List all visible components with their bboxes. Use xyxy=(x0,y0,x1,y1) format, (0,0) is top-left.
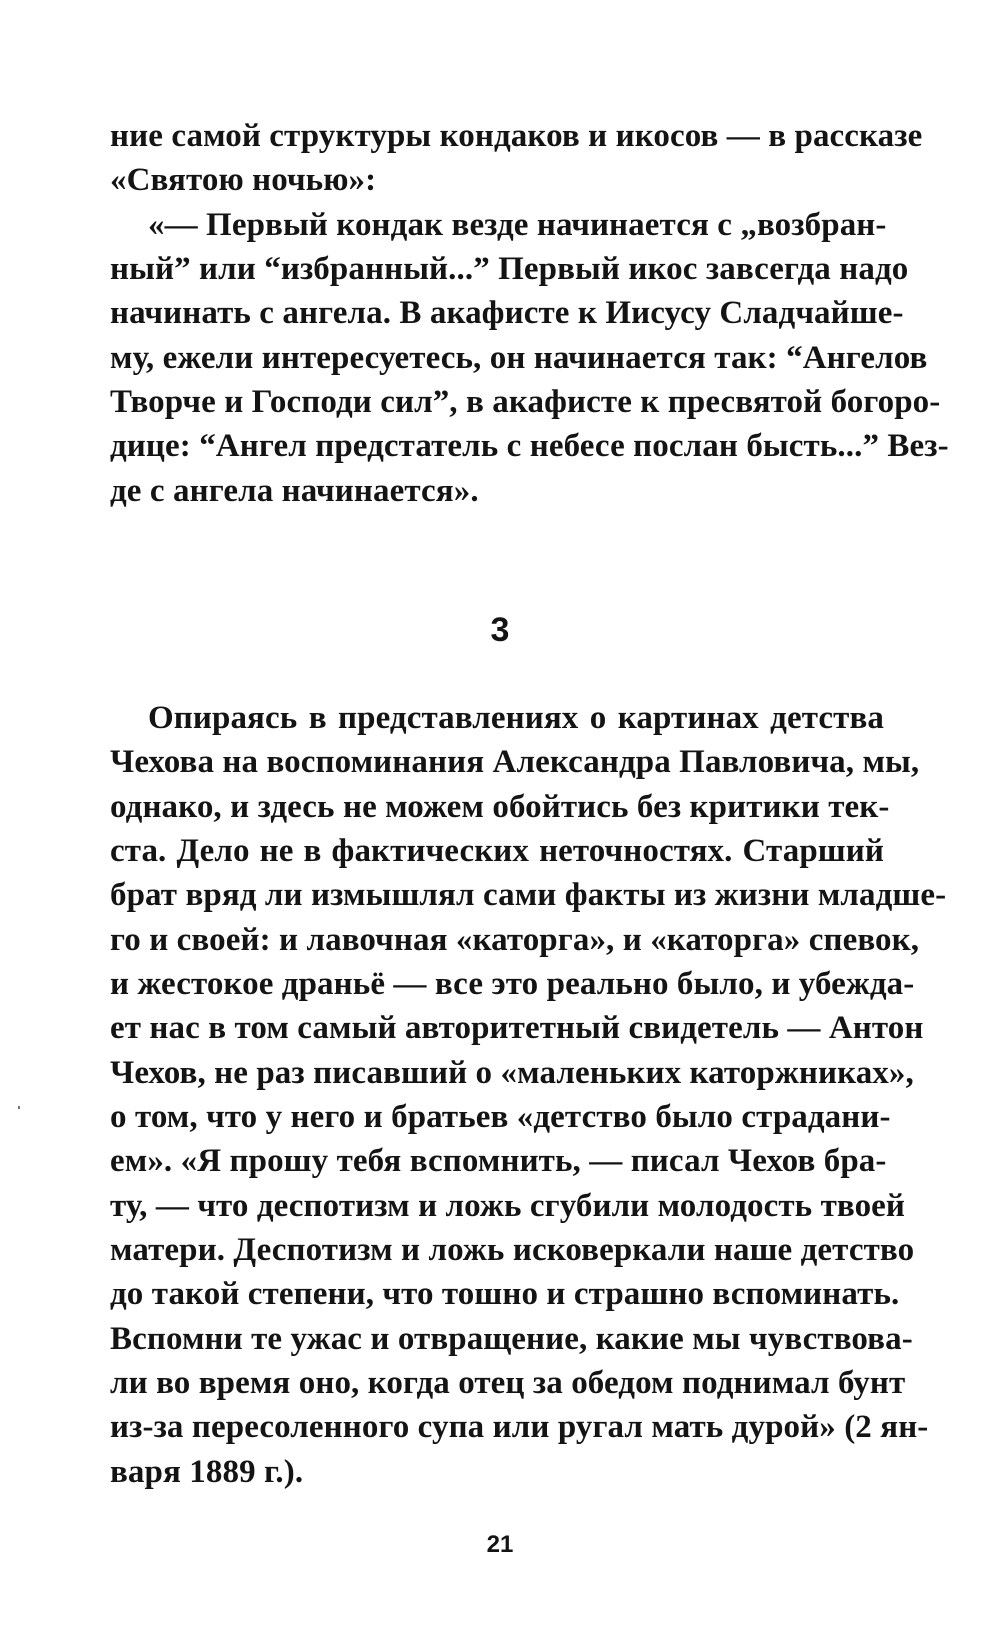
text-line: ный” или “избранный...” Первый икос завсегда надо xyxy=(110,251,909,287)
text-line: де с ангела начинается». xyxy=(110,473,479,509)
text-line: «Святою ночью»: xyxy=(110,162,377,198)
text-line: о том, что у него и братьев «детство было страдани- xyxy=(110,1099,891,1135)
text-line: Чехов, не раз писавший о «маленьких каторжниках», xyxy=(110,1055,914,1091)
text-line: ли во время оно, когда отец за обедом поднимал бунт xyxy=(110,1365,906,1401)
text-line: матери. Деспотизм и ложь исковеркали наше детство xyxy=(110,1232,915,1268)
text-line: Творче и Господи сил”, в акафисте к пресвятой богоро- xyxy=(110,384,941,420)
text-line: го и своей: и лавочная «каторга», и «каторга» спевок, xyxy=(110,922,920,958)
text-line: ние самой структуры кондаков и икосов — в рассказе xyxy=(110,118,923,154)
text-line: Вспомни те ужас и отвращение, какие мы чувствова- xyxy=(110,1321,913,1357)
text-line: ем». «Я прошу тебя вспомнить, — писал Чехов бра- xyxy=(110,1143,887,1179)
text-line: из-за пересоленного супа или ругал мать дурой» (2 ян- xyxy=(110,1409,929,1445)
text-line: начинать с ангела. В акафисте к Иисусу Сладчайше- xyxy=(110,295,904,331)
text-line: ста. Дело не в фактических неточностях. Старший xyxy=(110,833,884,869)
text-line: до такой степени, что тошно и страшно вспоминать. xyxy=(110,1276,900,1312)
text-line: ту, — что деспотизм и ложь сгубили молодость твоей xyxy=(110,1188,906,1224)
text-line: му, ежели интересуетесь, он начинается так: “Ангелов xyxy=(110,340,928,376)
text-line: «— Первый кондак везде начинается с „возбран- xyxy=(148,207,887,243)
text-line: варя 1889 г.). xyxy=(110,1454,304,1490)
page-number: 21 xyxy=(486,1531,514,1558)
text-line: ет нас в том самый авторитетный свидетель — Антон xyxy=(110,1010,924,1046)
text-line: Опираясь в представлениях о картинах детства xyxy=(148,700,884,736)
text-line: брат вряд ли измышлял сами факты из жизни младше- xyxy=(110,877,947,913)
text-line: дице: “Ангел предстатель с небесе послан бысть...” Вез- xyxy=(110,428,949,464)
section-number: 3 xyxy=(490,611,510,649)
margin-mark xyxy=(18,1106,20,1109)
text-line: и жестокое драньё — все это реально было, и убежда- xyxy=(110,966,915,1002)
text-line: Чехова на воспоминания Александра Павловича, мы, xyxy=(110,744,920,780)
text-line: однако, и здесь не можем обойтись без критики тек- xyxy=(110,789,890,825)
